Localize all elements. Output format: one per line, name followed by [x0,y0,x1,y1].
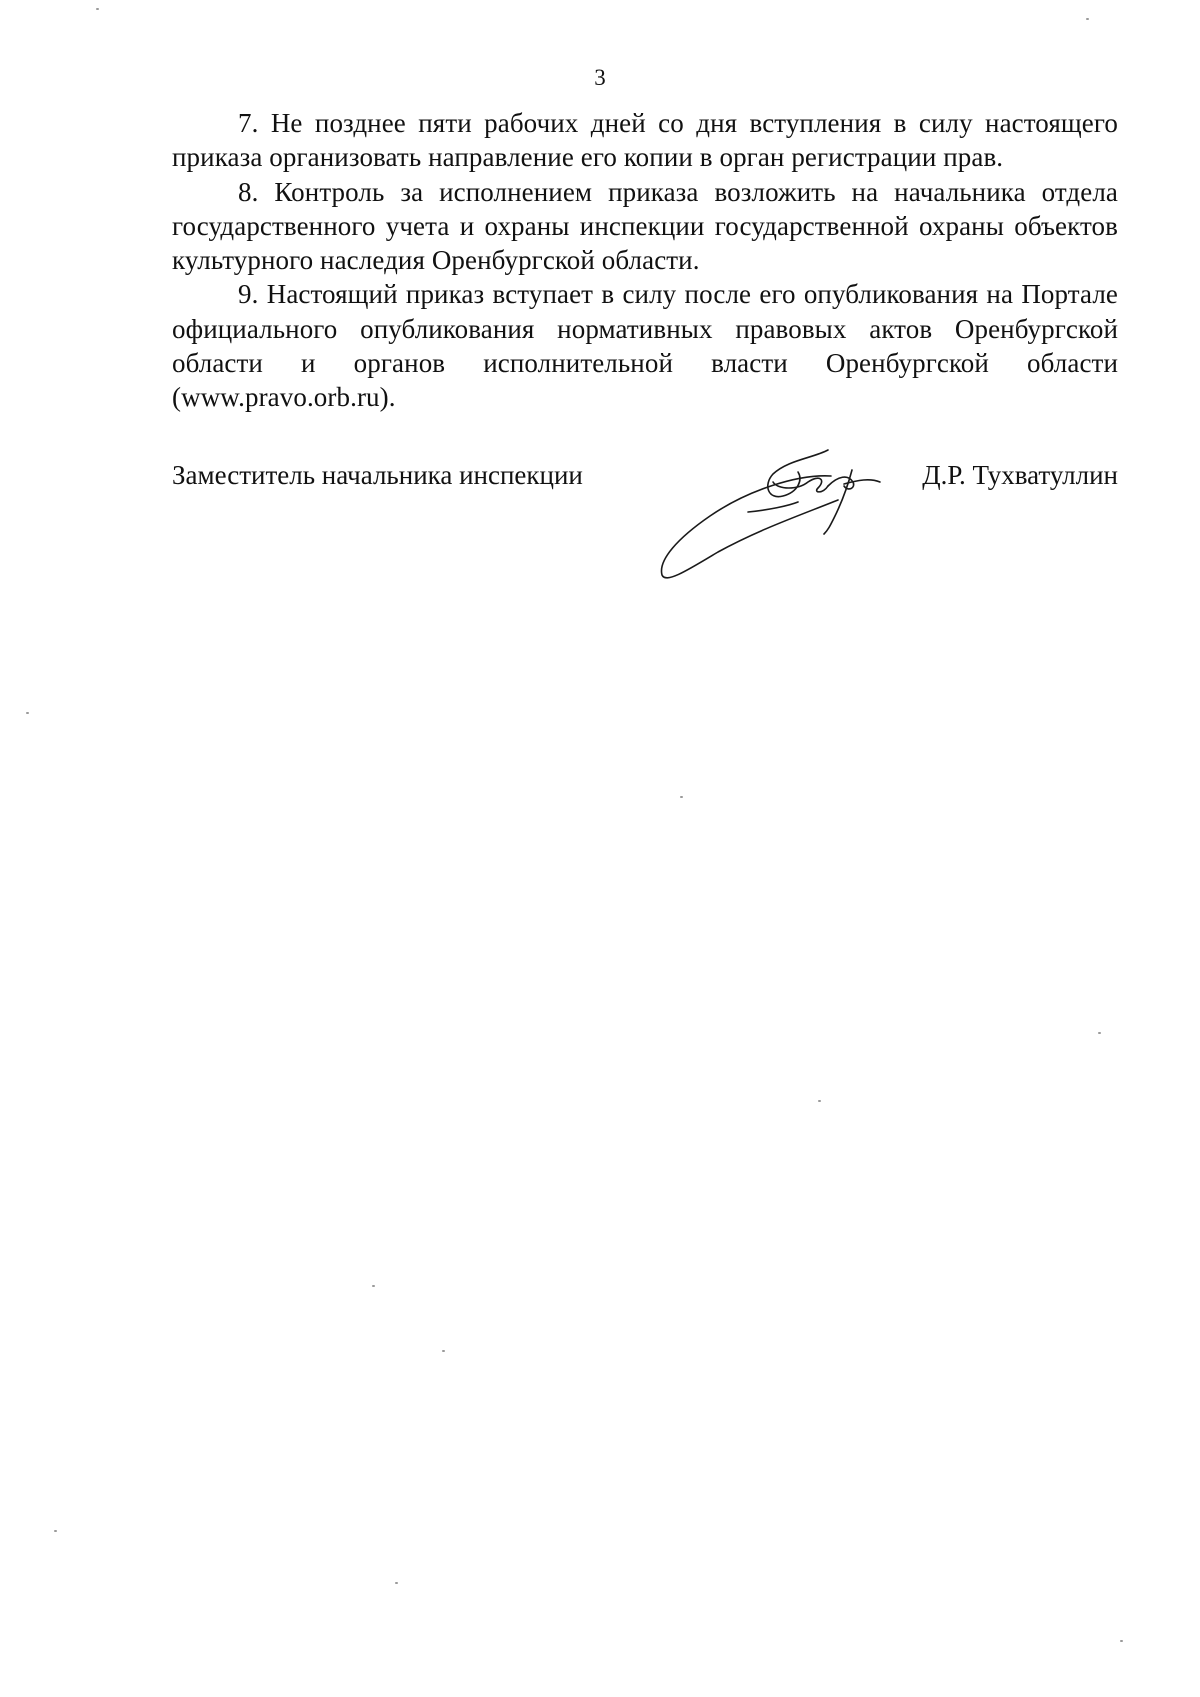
scan-speck [54,1530,57,1532]
paragraph-8: 8. Контроль за исполнением приказа возложить на начальника отдела государственного учета и охраны инспекции государственной охраны объектов культурного наследия Оренбургской области. [172,176,1118,276]
handwritten-signature [648,430,908,590]
scan-speck [26,712,29,714]
page-number: 3 [594,65,606,90]
scan-speck [442,1350,445,1352]
signatory-title: Заместитель начальника инспекции [172,460,583,490]
paragraph-7: 7. Не позднее пяти рабочих дней со дня вступления в силу настоящего приказа организовать направление его копии в орган регистрации прав. [172,108,1118,173]
scan-speck [395,1582,398,1584]
scan-speck [680,796,683,798]
scan-speck [1120,1640,1123,1642]
document-body [172,106,1118,415]
scan-speck [96,8,99,10]
scan-speck [1086,18,1089,20]
scan-speck [1098,1032,1101,1034]
paragraph-9: 9. Настоящий приказ вступает в силу после его опубликования на Портале официального опубликования нормативных правовых актов Оренбургской области и органов исполнительной власти Оренбургской области (www.pravo.orb.ru). [172,279,1118,413]
scan-speck [372,1285,375,1287]
scan-speck [818,1100,821,1102]
signatory-name: Д.Р. Тухватуллин [922,460,1118,490]
